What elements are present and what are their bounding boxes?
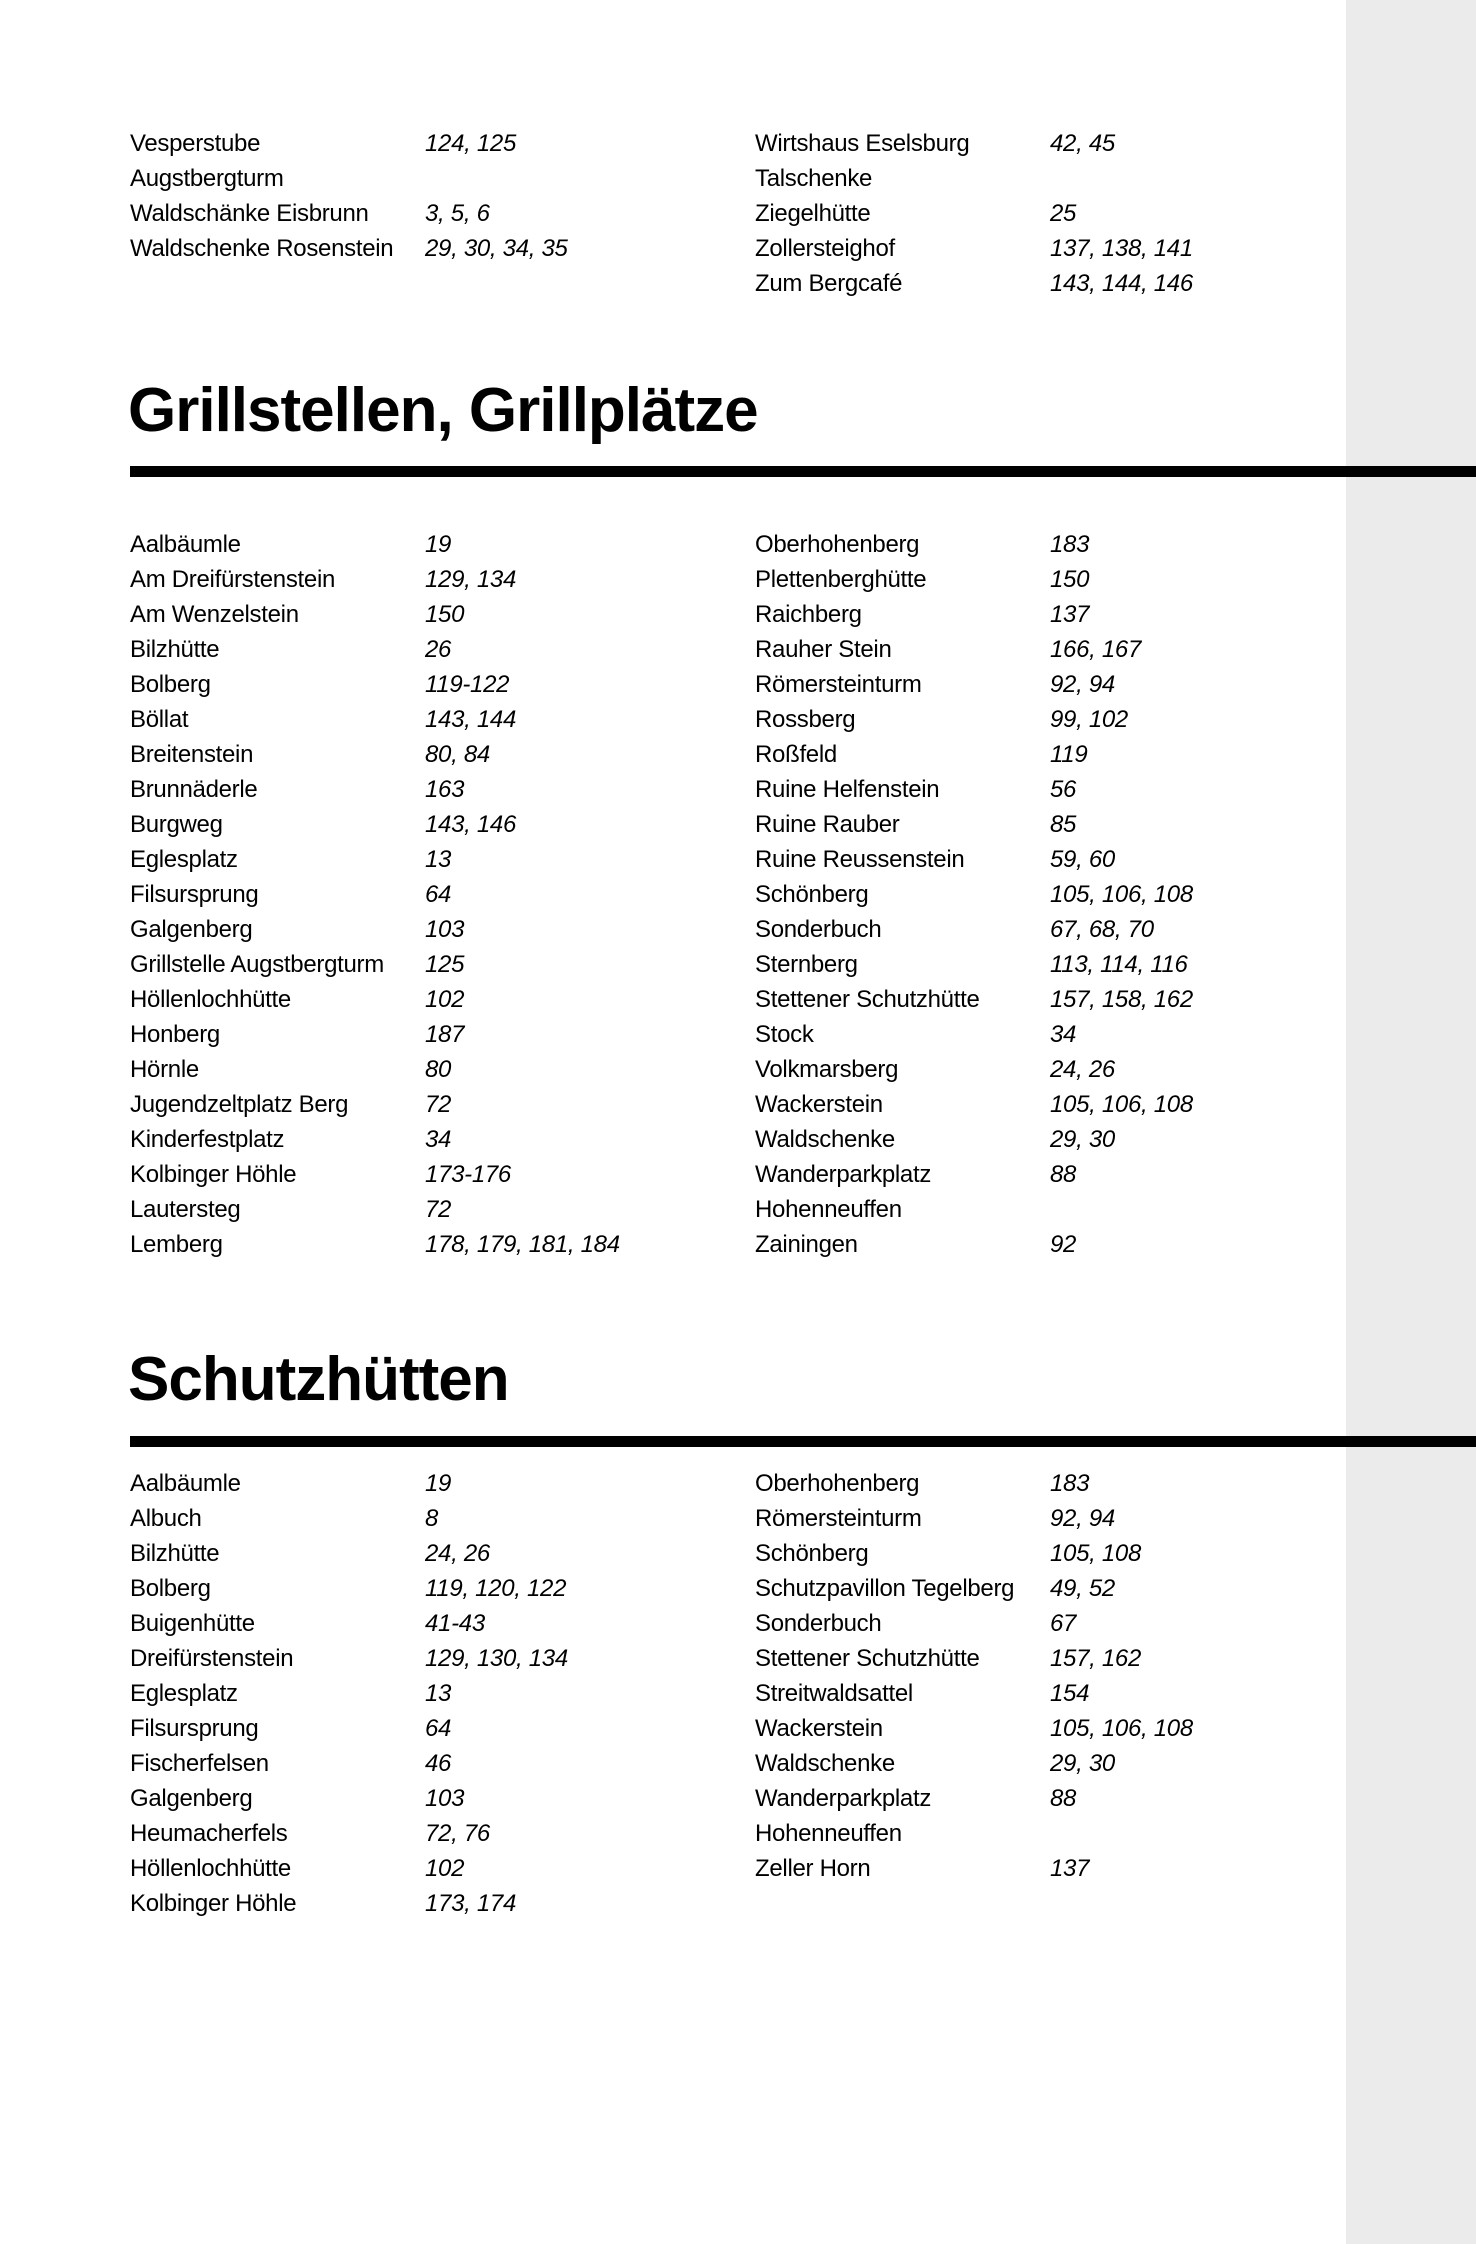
index-entry (755, 562, 1380, 597)
entry-page-numbers: 105, 106, 108 (1050, 1715, 1193, 1742)
index-entry (755, 1571, 1380, 1606)
index-entry (130, 947, 755, 982)
entry-page-numbers: 137 (1050, 601, 1090, 628)
entry-page-numbers: 72 (425, 1091, 452, 1118)
entry-name: Raichberg (755, 601, 862, 628)
entry-name: Schönberg (755, 881, 869, 908)
entry-page-numbers: 8 (425, 1505, 439, 1532)
entry-name: Sternberg (755, 951, 858, 978)
entry-page-numbers: 72, 76 (425, 1820, 490, 1847)
index-entry (130, 1087, 755, 1122)
index-entry (130, 842, 755, 877)
entry-name: Oberhohenberg (755, 531, 920, 558)
entry-name: Plettenberghütte (755, 566, 927, 593)
entry-page-numbers: 56 (1050, 776, 1077, 803)
entry-name: Wackerstein (755, 1091, 883, 1118)
index-entry (755, 1501, 1380, 1536)
index-entry (755, 667, 1380, 702)
entry-page-numbers: 113, 114, 116 (1050, 951, 1188, 978)
entry-name: Bilzhütte (130, 636, 220, 663)
index-entry (755, 1466, 1380, 1501)
index-entry (130, 231, 755, 266)
entry-page-numbers: 105, 106, 108 (1050, 881, 1193, 908)
entry-page-numbers: 29, 30 (1050, 1126, 1115, 1153)
entry-page-numbers: 102 (425, 986, 465, 1013)
entry-name: Aalbäumle (130, 531, 241, 558)
entry-page-numbers: 29, 30 (1050, 1750, 1115, 1777)
index-entry (130, 527, 755, 562)
index-column-left (130, 126, 755, 301)
index-entry (130, 1192, 755, 1227)
index-column-right (755, 527, 1380, 1262)
entry-page-numbers: 19 (425, 1470, 452, 1497)
entry-name: Augstbergturm (130, 165, 284, 192)
entry-name: Kinderfestplatz (130, 1126, 285, 1153)
entry-name: Oberhohenberg (755, 1470, 920, 1497)
entry-name: Römersteinturm (755, 1505, 922, 1532)
entry-page-numbers: 143, 146 (425, 811, 517, 838)
entry-page-numbers: 99, 102 (1050, 706, 1128, 733)
index-entry (130, 1711, 755, 1746)
index-entry (130, 1886, 755, 1921)
index-entry (130, 1641, 755, 1676)
entry-page-numbers: 13 (425, 1680, 452, 1707)
entry-page-numbers: 105, 108 (1050, 1540, 1142, 1567)
entry-page-numbers: 64 (425, 1715, 452, 1742)
entry-page-numbers: 137, 138, 141 (1050, 235, 1193, 262)
entry-page-numbers: 143, 144, 146 (1050, 270, 1193, 297)
index-entry (130, 1122, 755, 1157)
index-entry (755, 1536, 1380, 1571)
index-entry (130, 161, 755, 196)
index-entry (755, 1746, 1380, 1781)
entry-name: Jugendzeltplatz Berg (130, 1091, 349, 1118)
entry-name: Hohenneuffen (755, 1196, 902, 1223)
entry-name: Buigenhütte (130, 1610, 255, 1637)
index-entry (130, 877, 755, 912)
entry-name: Galgenberg (130, 916, 253, 943)
entry-page-numbers: 102 (425, 1855, 465, 1882)
entry-name: Rossberg (755, 706, 856, 733)
entry-name: Hohenneuffen (755, 1820, 902, 1847)
entry-page-numbers: 25 (1050, 200, 1077, 227)
index-entry (755, 632, 1380, 667)
entry-name: Höllenlochhütte (130, 1855, 291, 1882)
entry-name: Bolberg (130, 1575, 211, 1602)
entry-name: Waldschenke Rosenstein (130, 235, 394, 262)
entry-name: Stettener Schutzhütte (755, 1645, 980, 1672)
entry-name: Filsursprung (130, 881, 259, 908)
entry-name: Grillstelle Augstbergturm (130, 951, 384, 978)
index-entry (130, 772, 755, 807)
entry-page-numbers: 129, 130, 134 (425, 1645, 568, 1672)
entry-name: Waldschenke (755, 1126, 895, 1153)
entry-name: Am Wenzelstein (130, 601, 299, 628)
entry-page-numbers: 49, 52 (1050, 1575, 1115, 1602)
index-entry (130, 667, 755, 702)
index-entry (130, 1606, 755, 1641)
section-title-grillstellen: Grillstellen, Grillplätze (128, 376, 758, 445)
entry-name: Dreifürstenstein (130, 1645, 294, 1672)
entry-page-numbers: 92, 94 (1050, 671, 1115, 698)
entry-page-numbers: 150 (425, 601, 465, 628)
index-entry (130, 737, 755, 772)
entry-name: Ruine Rauber (755, 811, 900, 838)
entry-name: Ruine Reussenstein (755, 846, 965, 873)
index-entry (130, 1017, 755, 1052)
entry-name: Wackerstein (755, 1715, 883, 1742)
index-entry (755, 1711, 1380, 1746)
entry-name: Römersteinturm (755, 671, 922, 698)
index-column-left (130, 527, 755, 1262)
entry-name: Wanderparkplatz (755, 1161, 932, 1188)
entry-page-numbers: 59, 60 (1050, 846, 1115, 873)
index-entry (755, 1851, 1380, 1886)
index-entry (130, 1746, 755, 1781)
index-entry (755, 196, 1380, 231)
entry-name: Ruine Helfenstein (755, 776, 940, 803)
entry-name: Fischerfelsen (130, 1750, 269, 1777)
entry-page-numbers: 137 (1050, 1855, 1090, 1882)
index-block-grillstellen (130, 527, 1380, 1262)
index-entry (755, 1606, 1380, 1641)
entry-name: Volkmarsberg (755, 1056, 899, 1083)
index-entry (755, 1641, 1380, 1676)
index-entry (130, 1676, 755, 1711)
entry-page-numbers: 119 (1050, 741, 1088, 768)
entry-name: Zainingen (755, 1231, 858, 1258)
index-entry (755, 597, 1380, 632)
entry-name: Bilzhütte (130, 1540, 220, 1567)
entry-page-numbers: 166, 167 (1050, 636, 1142, 663)
index-entry (755, 231, 1380, 266)
entry-page-numbers: 124, 125 (425, 130, 517, 157)
entry-name: Böllat (130, 706, 189, 733)
entry-page-numbers: 119, 120, 122 (425, 1575, 567, 1602)
entry-page-numbers: 19 (425, 531, 452, 558)
entry-page-numbers: 119-122 (425, 671, 510, 698)
entry-page-numbers: 183 (1050, 1470, 1090, 1497)
entry-name: Albuch (130, 1505, 202, 1532)
entry-page-numbers: 80 (425, 1056, 452, 1083)
entry-name: Lemberg (130, 1231, 223, 1258)
entry-page-numbers: 46 (425, 1750, 452, 1777)
index-entry (755, 877, 1380, 912)
index-entry (755, 772, 1380, 807)
index-entry (755, 1227, 1380, 1262)
entry-page-numbers: 72 (425, 1196, 452, 1223)
index-entry (755, 1816, 1380, 1851)
index-block-restaurants (130, 126, 1380, 301)
entry-page-numbers: 3, 5, 6 (425, 200, 490, 227)
index-entry (755, 947, 1380, 982)
index-entry (130, 912, 755, 947)
entry-page-numbers: 13 (425, 846, 452, 873)
entry-name: Rauher Stein (755, 636, 892, 663)
entry-page-numbers: 67 (1050, 1610, 1077, 1637)
entry-page-numbers: 150 (1050, 566, 1090, 593)
entry-page-numbers: 64 (425, 881, 452, 908)
entry-name: Waldschenke (755, 1750, 895, 1777)
index-entry (755, 842, 1380, 877)
entry-name: Ziegelhütte (755, 200, 871, 227)
entry-name: Zeller Horn (755, 1855, 871, 1882)
entry-page-numbers: 41-43 (425, 1610, 485, 1637)
index-entry (130, 562, 755, 597)
index-entry (755, 1122, 1380, 1157)
entry-name: Sonderbuch (755, 916, 882, 943)
entry-name: Lautersteg (130, 1196, 241, 1223)
entry-name: Kolbinger Höhle (130, 1161, 297, 1188)
entry-name: Breitenstein (130, 741, 254, 768)
index-entry (755, 982, 1380, 1017)
entry-name: Eglesplatz (130, 846, 238, 873)
entry-page-numbers: 143, 144 (425, 706, 517, 733)
entry-page-numbers: 105, 106, 108 (1050, 1091, 1193, 1118)
entry-page-numbers: 173, 174 (425, 1890, 517, 1917)
entry-page-numbers: 24, 26 (425, 1540, 490, 1567)
entry-name: Filsursprung (130, 1715, 259, 1742)
entry-name: Burgweg (130, 811, 223, 838)
entry-page-numbers: 26 (425, 636, 452, 663)
entry-page-numbers: 163 (425, 776, 465, 803)
entry-name: Brunnäderle (130, 776, 258, 803)
entry-page-numbers: 129, 134 (425, 566, 517, 593)
entry-name: Stettener Schutzhütte (755, 986, 980, 1013)
entry-name: Aalbäumle (130, 1470, 241, 1497)
index-entry (755, 807, 1380, 842)
entry-name: Heumacherfels (130, 1820, 288, 1847)
index-entry (130, 1816, 755, 1851)
index-entry (755, 126, 1380, 161)
entry-page-numbers: 187 (425, 1021, 465, 1048)
index-entry (130, 1851, 755, 1886)
entry-page-numbers: 88 (1050, 1785, 1077, 1812)
index-entry (755, 1087, 1380, 1122)
entry-name: Sonderbuch (755, 1610, 882, 1637)
entry-name: Waldschänke Eisbrunn (130, 200, 369, 227)
index-entry (130, 1501, 755, 1536)
entry-page-numbers: 80, 84 (425, 741, 490, 768)
entry-name: Streitwaldsattel (755, 1680, 913, 1707)
entry-name: Vesperstube (130, 130, 261, 157)
entry-name: Roßfeld (755, 741, 837, 768)
index-entry (130, 702, 755, 737)
index-column-left (130, 1466, 755, 1921)
entry-name: Zollersteighof (755, 235, 895, 262)
entry-name: Kolbinger Höhle (130, 1890, 297, 1917)
entry-page-numbers: 92, 94 (1050, 1505, 1115, 1532)
entry-name: Wanderparkplatz (755, 1785, 932, 1812)
index-entry (755, 1157, 1380, 1192)
index-entry (130, 597, 755, 632)
index-entry (130, 1157, 755, 1192)
index-entry (755, 1017, 1380, 1052)
entry-page-numbers: 154 (1050, 1680, 1090, 1707)
entry-page-numbers: 29, 30, 34, 35 (425, 235, 568, 262)
entry-name: Bolberg (130, 671, 211, 698)
entry-page-numbers: 178, 179, 181, 184 (425, 1231, 620, 1258)
entry-name: Talschenke (755, 165, 873, 192)
index-entry (130, 1466, 755, 1501)
entry-page-numbers: 173-176 (425, 1161, 511, 1188)
index-entry (755, 702, 1380, 737)
index-entry (130, 1227, 755, 1262)
entry-name: Zum Bergcafé (755, 270, 903, 297)
entry-name: Stock (755, 1021, 814, 1048)
entry-name: Am Dreifürstenstein (130, 566, 336, 593)
entry-page-numbers: 34 (1050, 1021, 1077, 1048)
entry-name: Schönberg (755, 1540, 869, 1567)
section-divider (130, 466, 1476, 477)
entry-name: Eglesplatz (130, 1680, 238, 1707)
index-column-right (755, 126, 1380, 301)
index-column-right (755, 1466, 1380, 1921)
entry-name: Höllenlochhütte (130, 986, 291, 1013)
entry-page-numbers: 92 (1050, 1231, 1077, 1258)
index-entry (130, 1781, 755, 1816)
index-entry (130, 196, 755, 231)
entry-page-numbers: 125 (425, 951, 465, 978)
index-entry (755, 1052, 1380, 1087)
entry-name: Honberg (130, 1021, 220, 1048)
index-entry (755, 161, 1380, 196)
entry-page-numbers: 103 (425, 1785, 465, 1812)
index-entry (755, 737, 1380, 772)
entry-name: Wirtshaus Eselsburg (755, 130, 970, 157)
index-entry (130, 126, 755, 161)
index-entry (755, 1781, 1380, 1816)
entry-name: Schutzpavillon Tegelberg (755, 1575, 1015, 1602)
index-entry (755, 1676, 1380, 1711)
index-entry (755, 527, 1380, 562)
index-entry (130, 807, 755, 842)
index-entry (755, 1192, 1380, 1227)
entry-page-numbers: 34 (425, 1126, 452, 1153)
entry-page-numbers: 24, 26 (1050, 1056, 1115, 1083)
index-entry (130, 632, 755, 667)
entry-name: Galgenberg (130, 1785, 253, 1812)
index-entry (130, 1571, 755, 1606)
entry-page-numbers: 103 (425, 916, 465, 943)
index-entry (130, 1052, 755, 1087)
entry-page-numbers: 67, 68, 70 (1050, 916, 1154, 943)
index-entry (130, 1536, 755, 1571)
entry-page-numbers: 85 (1050, 811, 1077, 838)
index-entry (130, 982, 755, 1017)
entry-page-numbers: 183 (1050, 531, 1090, 558)
index-block-schutzhuetten (130, 1466, 1380, 1921)
section-title-schutzhuetten: Schutzhütten (128, 1345, 509, 1414)
entry-page-numbers: 88 (1050, 1161, 1077, 1188)
index-entry (755, 912, 1380, 947)
entry-page-numbers: 157, 162 (1050, 1645, 1142, 1672)
section-divider (130, 1436, 1476, 1447)
entry-page-numbers: 42, 45 (1050, 130, 1115, 157)
index-entry (755, 266, 1380, 301)
entry-name: Hörnle (130, 1056, 199, 1083)
entry-page-numbers: 157, 158, 162 (1050, 986, 1193, 1013)
